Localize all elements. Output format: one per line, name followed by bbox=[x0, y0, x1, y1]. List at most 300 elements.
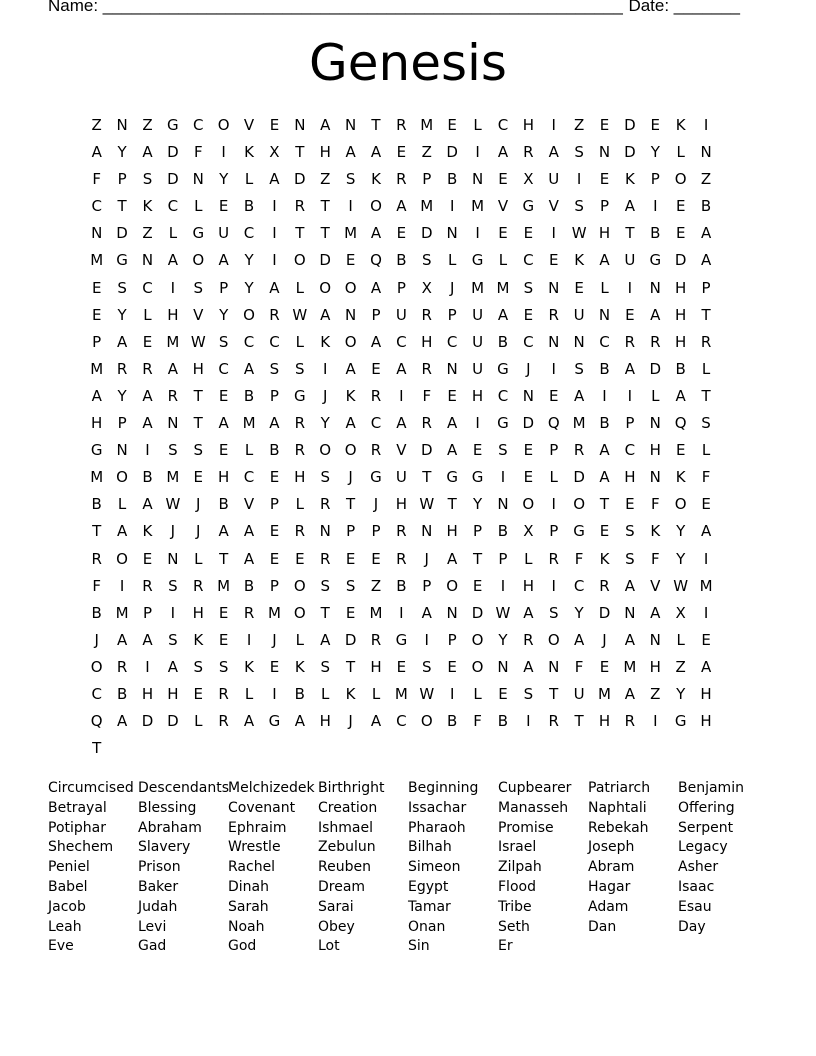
grid-letter: T bbox=[193, 386, 203, 405]
grid-letter: S bbox=[193, 278, 204, 297]
grid-letter: P bbox=[422, 576, 432, 595]
grid-letter: S bbox=[269, 359, 280, 378]
grid-letter: C bbox=[167, 197, 179, 216]
grid-letter: L bbox=[447, 251, 457, 270]
grid-letter: O bbox=[547, 630, 560, 649]
grid-letter: L bbox=[701, 359, 711, 378]
grid-letter: R bbox=[294, 414, 306, 433]
grid-letter: H bbox=[446, 522, 458, 541]
grid-letter: A bbox=[700, 251, 712, 270]
grid-letter: Z bbox=[142, 116, 153, 134]
grid-letter: N bbox=[421, 522, 433, 541]
grid-letter: A bbox=[624, 684, 636, 703]
grid-letter: J bbox=[94, 630, 99, 649]
grid-letter: Y bbox=[320, 414, 330, 433]
word-list-item: Leah bbox=[48, 918, 82, 935]
word-list-item: Offering bbox=[678, 799, 735, 816]
grid-letter: D bbox=[598, 603, 611, 622]
grid-letter: B bbox=[243, 386, 255, 405]
grid-letter: C bbox=[446, 332, 458, 351]
grid-letter: O bbox=[192, 251, 205, 270]
word-list-item: Serpent bbox=[678, 819, 734, 836]
grid-letter: R bbox=[294, 197, 306, 216]
word-list-item: Levi bbox=[138, 918, 167, 935]
grid-letter: S bbox=[422, 657, 432, 676]
grid-letter: I bbox=[703, 603, 709, 622]
grid-letter: M bbox=[344, 224, 358, 243]
grid-letter: J bbox=[602, 630, 607, 649]
grid-letter: T bbox=[574, 712, 584, 731]
grid-letter: Y bbox=[117, 386, 127, 405]
grid-letter: R bbox=[294, 441, 306, 460]
grid-letter: D bbox=[167, 143, 179, 162]
grid-letter: M bbox=[166, 468, 180, 487]
grid-letter: B bbox=[675, 359, 686, 378]
grid-letter: B bbox=[218, 495, 229, 514]
grid-letter: N bbox=[344, 305, 357, 324]
grid-letter: I bbox=[526, 712, 531, 731]
grid-letter: N bbox=[700, 143, 712, 162]
grid-letter: A bbox=[523, 603, 534, 622]
grid-letter: A bbox=[142, 143, 153, 162]
grid-letter: S bbox=[574, 197, 584, 216]
grid-letter: O bbox=[116, 468, 128, 487]
grid-letter: O bbox=[116, 549, 128, 568]
grid-letter: A bbox=[370, 143, 382, 162]
grid-letter: A bbox=[421, 603, 432, 622]
grid-letter: J bbox=[196, 495, 201, 514]
grid-letter: H bbox=[294, 468, 306, 487]
grid-letter: L bbox=[194, 549, 203, 568]
word-list-item: Dinah bbox=[228, 878, 269, 895]
grid-letter: N bbox=[497, 495, 509, 514]
grid-letter: O bbox=[319, 441, 332, 460]
grid-letter: F bbox=[574, 549, 584, 568]
word-list-item: Peniel bbox=[48, 859, 90, 876]
grid-letter: A bbox=[167, 359, 178, 378]
grid-letter: W bbox=[571, 224, 587, 243]
date-field-label: Date: _______ bbox=[628, 0, 740, 15]
grid-letter: A bbox=[370, 332, 382, 351]
grid-letter: J bbox=[424, 549, 429, 568]
grid-letter: B bbox=[396, 251, 407, 270]
grid-letter: O bbox=[293, 603, 306, 622]
grid-letter: F bbox=[422, 386, 432, 405]
grid-letter: L bbox=[194, 712, 203, 731]
grid-letter: H bbox=[319, 712, 331, 731]
grid-letter: A bbox=[294, 712, 305, 731]
word-list-item: Flood bbox=[498, 878, 536, 895]
grid-letter: T bbox=[371, 116, 381, 134]
header bbox=[48, 0, 740, 20]
grid-letter: A bbox=[91, 143, 102, 162]
word-list-item: Zebulun bbox=[318, 839, 376, 856]
grid-letter: L bbox=[600, 278, 609, 297]
grid-letter: H bbox=[91, 414, 103, 433]
grid-letter: N bbox=[649, 414, 661, 433]
word-list-item: Patriarch bbox=[588, 780, 651, 796]
grid-letter: E bbox=[472, 576, 483, 595]
word-list-item: Tamar bbox=[408, 898, 451, 915]
grid-letter: C bbox=[396, 712, 407, 731]
grid-letter: I bbox=[399, 603, 404, 622]
grid-letter: U bbox=[472, 305, 484, 324]
grid-letter: E bbox=[675, 441, 686, 460]
grid-letter: P bbox=[396, 278, 406, 297]
grid-letter: R bbox=[91, 549, 102, 568]
grid-letter: S bbox=[625, 549, 635, 568]
grid-letter: Y bbox=[219, 305, 229, 324]
grid-letter: H bbox=[319, 143, 331, 162]
grid-letter: I bbox=[653, 712, 658, 731]
word-list-item: Day bbox=[678, 918, 706, 935]
grid-letter: I bbox=[272, 251, 277, 270]
grid-letter: H bbox=[675, 278, 687, 297]
grid-letter: V bbox=[193, 305, 204, 324]
grid-letter: Y bbox=[219, 170, 229, 189]
grid-letter: A bbox=[573, 386, 585, 405]
grid-letter: A bbox=[370, 224, 382, 243]
grid-letter: A bbox=[345, 359, 356, 378]
name-field-label: Name: _______________________________________________________ bbox=[48, 0, 623, 15]
grid-letter: K bbox=[142, 197, 153, 216]
grid-letter: H bbox=[167, 305, 179, 324]
grid-letter: S bbox=[422, 251, 432, 270]
word-list-item: Tribe bbox=[498, 898, 532, 915]
grid-letter: P bbox=[549, 522, 559, 541]
word-list-item: Rachel bbox=[228, 859, 276, 876]
grid-letter: S bbox=[574, 359, 584, 378]
grid-letter: R bbox=[116, 359, 128, 378]
grid-letter: Y bbox=[574, 603, 584, 622]
grid-letter: A bbox=[624, 630, 636, 649]
grid-letter: S bbox=[523, 684, 534, 703]
grid-letter: E bbox=[396, 143, 407, 162]
grid-letter: M bbox=[90, 468, 104, 487]
grid-letter: H bbox=[192, 359, 204, 378]
grid-letter: E bbox=[548, 386, 559, 405]
grid-letter: S bbox=[574, 143, 584, 162]
grid-letter: O bbox=[243, 305, 255, 324]
grid-letter: P bbox=[549, 441, 559, 460]
grid-letter: P bbox=[447, 305, 457, 324]
grid-letter: H bbox=[141, 684, 154, 703]
grid-letter: Z bbox=[370, 576, 382, 595]
grid-letter: D bbox=[294, 170, 306, 189]
word-list-item: Creation bbox=[318, 799, 378, 816]
grid-letter: R bbox=[243, 603, 255, 622]
grid-letter: A bbox=[243, 712, 255, 731]
grid-letter: I bbox=[500, 576, 506, 595]
grid-letter: I bbox=[551, 495, 556, 514]
grid-letter: K bbox=[244, 143, 254, 162]
grid-letter: R bbox=[396, 116, 407, 134]
grid-letter: R bbox=[294, 522, 306, 541]
grid-letter: E bbox=[91, 305, 102, 324]
grid-letter: A bbox=[497, 143, 509, 162]
grid-letter: M bbox=[598, 684, 611, 703]
grid-letter: O bbox=[344, 332, 357, 351]
grid-letter: G bbox=[167, 116, 179, 134]
grid-letter: W bbox=[190, 332, 206, 351]
grid-letter: U bbox=[395, 468, 407, 487]
grid-letter: P bbox=[117, 414, 127, 433]
grid-letter: I bbox=[475, 143, 480, 162]
grid-letter: R bbox=[218, 684, 229, 703]
grid-letter: A bbox=[573, 630, 585, 649]
grid-letter: N bbox=[116, 116, 128, 134]
word-list-item: Abraham bbox=[138, 819, 202, 836]
grid-letter: E bbox=[91, 278, 102, 297]
grid-letter: N bbox=[598, 305, 611, 324]
grid-letter: K bbox=[294, 657, 305, 676]
grid-letter: L bbox=[295, 495, 304, 514]
grid-letter: F bbox=[193, 143, 203, 162]
grid-letter: K bbox=[599, 549, 610, 568]
grid-letter: U bbox=[472, 359, 484, 378]
grid-letter: E bbox=[523, 224, 534, 243]
word-list-item: Lot bbox=[318, 938, 340, 955]
grid-letter: S bbox=[168, 441, 178, 460]
grid-letter: X bbox=[675, 603, 686, 622]
grid-letter: E bbox=[269, 116, 280, 134]
grid-letter: R bbox=[624, 712, 636, 731]
grid-letter: W bbox=[165, 495, 181, 514]
grid-letter: R bbox=[548, 549, 559, 568]
grid-letter: H bbox=[192, 603, 204, 622]
word-list-item: Benjamin bbox=[678, 780, 744, 796]
grid-letter: L bbox=[295, 278, 304, 297]
grid-letter: R bbox=[523, 630, 534, 649]
grid-letter: B bbox=[447, 712, 458, 731]
grid-letter: N bbox=[446, 224, 458, 243]
grid-letter: A bbox=[269, 278, 280, 297]
grid-letter: T bbox=[701, 305, 711, 324]
grid-letter: J bbox=[322, 386, 328, 405]
word-list-item: Promise bbox=[498, 819, 554, 836]
grid-letter: A bbox=[269, 414, 280, 433]
grid-letter: P bbox=[422, 170, 432, 189]
word-list-item: Sarai bbox=[318, 898, 354, 915]
grid-letter: E bbox=[396, 657, 407, 676]
grid-letter: S bbox=[193, 441, 204, 460]
letter-grid bbox=[84, 112, 719, 762]
grid-letter: Z bbox=[320, 170, 331, 189]
grid-letter: I bbox=[551, 359, 556, 378]
grid-letter: E bbox=[142, 332, 153, 351]
grid-letter: A bbox=[599, 251, 610, 270]
grid-letter: O bbox=[446, 576, 459, 595]
grid-letter: O bbox=[344, 441, 357, 460]
grid-letter: L bbox=[244, 441, 254, 460]
grid-letter: E bbox=[447, 386, 457, 405]
grid-letter: N bbox=[573, 332, 585, 351]
grid-letter: E bbox=[447, 657, 457, 676]
grid-letter: H bbox=[167, 684, 179, 703]
grid-letter: C bbox=[269, 332, 280, 351]
grid-letter: A bbox=[396, 414, 407, 433]
grid-letter: B bbox=[447, 170, 458, 189]
page-title: Genesis bbox=[309, 34, 507, 92]
grid-letter: X bbox=[523, 522, 534, 541]
grid-letter: T bbox=[295, 224, 305, 243]
grid-letter: N bbox=[649, 630, 661, 649]
grid-letter: A bbox=[243, 549, 255, 568]
grid-letter: L bbox=[498, 251, 508, 270]
word-list-item: Beginning bbox=[408, 780, 479, 796]
grid-letter: E bbox=[574, 278, 584, 297]
grid-letter: E bbox=[218, 197, 229, 216]
word-list-item: Slavery bbox=[138, 839, 191, 856]
grid-letter: L bbox=[244, 170, 254, 189]
word-list-item: Jacob bbox=[48, 898, 86, 915]
grid-letter: A bbox=[548, 143, 559, 162]
grid-letter: E bbox=[218, 603, 229, 622]
grid-letter: E bbox=[345, 549, 356, 568]
grid-letter: Y bbox=[498, 630, 508, 649]
grid-letter: T bbox=[625, 224, 635, 243]
grid-letter: T bbox=[92, 739, 102, 758]
grid-letter: L bbox=[143, 305, 152, 324]
grid-letter: N bbox=[497, 657, 509, 676]
grid-letter: R bbox=[269, 305, 280, 324]
grid-letter: R bbox=[650, 332, 661, 351]
grid-letter: I bbox=[170, 603, 176, 622]
grid-letter: E bbox=[218, 630, 229, 649]
grid-letter: C bbox=[599, 332, 610, 351]
grid-letter: V bbox=[650, 576, 661, 595]
grid-letter: T bbox=[701, 386, 711, 405]
grid-letter: I bbox=[399, 386, 404, 405]
grid-letter: S bbox=[168, 630, 178, 649]
grid-letter: E bbox=[701, 630, 711, 649]
grid-letter: N bbox=[522, 386, 534, 405]
word-list-item: Asher bbox=[678, 859, 719, 876]
grid-letter: Q bbox=[370, 251, 382, 270]
grid-letter: B bbox=[497, 332, 509, 351]
grid-letter: C bbox=[497, 386, 509, 405]
grid-letter: A bbox=[320, 116, 331, 134]
grid-letter: L bbox=[194, 197, 203, 216]
grid-letter: P bbox=[117, 170, 127, 189]
grid-letter: E bbox=[371, 549, 381, 568]
grid-letter: R bbox=[396, 170, 407, 189]
grid-letter: C bbox=[91, 197, 102, 216]
grid-letter: W bbox=[673, 576, 689, 595]
grid-letter: L bbox=[168, 224, 178, 243]
grid-letter: B bbox=[599, 414, 610, 433]
grid-letter: R bbox=[421, 359, 432, 378]
grid-letter: I bbox=[703, 116, 709, 134]
grid-letter: D bbox=[141, 712, 154, 731]
word-list-item: Dream bbox=[318, 878, 366, 895]
grid-letter: S bbox=[320, 657, 330, 676]
grid-letter: J bbox=[272, 630, 277, 649]
grid-letter: M bbox=[115, 603, 129, 622]
grid-letter: R bbox=[548, 712, 559, 731]
grid-letter: L bbox=[676, 143, 685, 162]
grid-letter: E bbox=[269, 549, 280, 568]
grid-letter: F bbox=[92, 170, 102, 189]
grid-letter: A bbox=[320, 630, 331, 649]
grid-letter: G bbox=[370, 468, 382, 487]
word-list-item: Adam bbox=[588, 898, 629, 915]
grid-letter: H bbox=[421, 332, 433, 351]
grid-letter: A bbox=[142, 386, 153, 405]
grid-letter: M bbox=[471, 278, 485, 297]
grid-letter: L bbox=[651, 386, 660, 405]
grid-letter: U bbox=[548, 170, 560, 189]
grid-letter: C bbox=[573, 576, 585, 595]
grid-letter: E bbox=[371, 359, 381, 378]
word-list-item: Obey bbox=[318, 918, 355, 935]
grid-letter: H bbox=[700, 712, 712, 731]
grid-letter: K bbox=[574, 251, 585, 270]
grid-letter: M bbox=[394, 684, 408, 703]
word-list-item: Potiphar bbox=[48, 819, 106, 836]
grid-letter: N bbox=[548, 332, 560, 351]
grid-letter: N bbox=[649, 468, 661, 487]
grid-letter: A bbox=[396, 197, 407, 216]
word-list-item: Er bbox=[498, 938, 513, 955]
grid-letter: E bbox=[650, 116, 661, 134]
grid-letter: D bbox=[167, 712, 179, 731]
grid-letter: D bbox=[116, 224, 128, 243]
grid-letter: A bbox=[116, 332, 128, 351]
grid-letter: Z bbox=[573, 116, 585, 134]
grid-letter: H bbox=[649, 441, 661, 460]
grid-letter: X bbox=[421, 278, 432, 297]
word-list-item: Prison bbox=[138, 859, 181, 876]
grid-letter: K bbox=[244, 657, 254, 676]
grid-letter: G bbox=[116, 251, 128, 270]
word-list-item: Covenant bbox=[228, 799, 296, 816]
grid-letter: K bbox=[320, 332, 331, 351]
grid-letter: I bbox=[221, 143, 226, 162]
grid-letter: O bbox=[217, 116, 230, 134]
grid-letter: M bbox=[242, 414, 256, 433]
grid-letter: P bbox=[701, 278, 711, 297]
grid-letter: V bbox=[243, 495, 255, 514]
grid-letter: T bbox=[599, 495, 610, 514]
word-list-item: Simeon bbox=[408, 859, 461, 876]
grid-letter: P bbox=[498, 549, 508, 568]
grid-letter: V bbox=[243, 116, 255, 134]
grid-letter: S bbox=[701, 414, 711, 433]
grid-letter: T bbox=[219, 549, 229, 568]
grid-letter: N bbox=[446, 359, 458, 378]
grid-letter: A bbox=[116, 712, 128, 731]
grid-letter: T bbox=[447, 495, 457, 514]
grid-letter: E bbox=[345, 251, 356, 270]
grid-letter: Y bbox=[117, 305, 127, 324]
grid-letter: Y bbox=[117, 143, 127, 162]
grid-letter: H bbox=[598, 712, 611, 731]
grid-letter: M bbox=[90, 359, 104, 378]
grid-letter: H bbox=[624, 468, 636, 487]
grid-letter: I bbox=[500, 468, 506, 487]
grid-letter: A bbox=[624, 359, 636, 378]
grid-letter: I bbox=[170, 278, 176, 297]
grid-letter: E bbox=[675, 224, 686, 243]
grid-letter: H bbox=[471, 386, 484, 405]
grid-letter: P bbox=[92, 332, 102, 351]
grid-letter: P bbox=[269, 386, 279, 405]
grid-letter: E bbox=[218, 386, 229, 405]
grid-letter: G bbox=[497, 414, 509, 433]
grid-letter: D bbox=[446, 143, 458, 162]
grid-letter: B bbox=[116, 684, 128, 703]
